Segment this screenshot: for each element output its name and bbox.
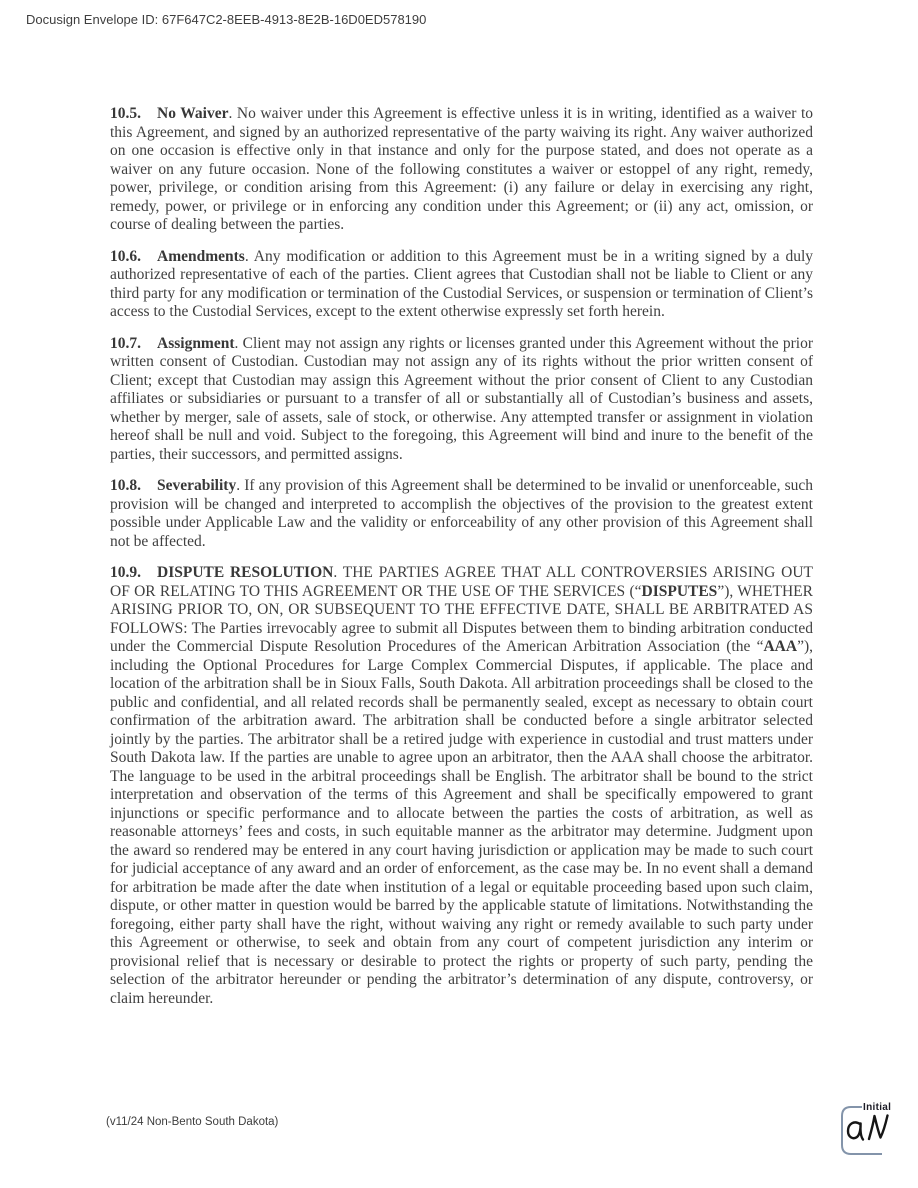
footer-version-note: (v11/24 Non-Bento South Dakota) — [106, 1116, 279, 1128]
section-heading: Assignment — [157, 334, 235, 352]
section-text: . THE PARTIES AGREE THAT ALL CONTROVERSIES ARISING OUT OF OR RELATING TO THIS AGREEMENT OR THE USE OF THE SERVICES (“ — [110, 564, 813, 600]
section-text: ”), WHETHER ARISING PRIOR TO, ON, OR SUBSEQUENT TO THE EFFECTIVE DATE, SHALL BE ARBITRATED AS FOLLOWS: The Parties irrevocably agree to submit all Disputes between them to binding arbitration conducted under the Commercial Dispute Resolution Procedures of the American Arbitration Association (the “ — [110, 582, 813, 655]
section-number: 10.6. — [110, 247, 141, 265]
handwritten-initials — [845, 1110, 889, 1150]
section-paragraph — [110, 477, 813, 551]
section-text: . Client may not assign any rights or licenses granted under this Agreement without the prior written consent of Custodian. Custodian may not assign any of its rights without the prior written consent of Client; except that Custodian may assign this Agreement without the prior consent of Client to any Custodian affiliates or subsidiaries or pursuant to a transfer of all or substantially all of Custodian’s business and assets, whether by merger, sale of assets, sale of stock, or otherwise. Any attempted transfer or assignment in violation hereof shall be null and void. Subject to the foregoing, this Agreement will bind and inure to the benefit of the parties, their successors, and permitted assigns. — [110, 334, 813, 463]
section-paragraph — [110, 248, 813, 322]
section-paragraph — [110, 564, 813, 1008]
section-number: 10.9. — [110, 564, 141, 581]
section-number: 10.8. — [110, 477, 141, 494]
section-paragraph — [110, 105, 813, 235]
section-heading: No Waiver — [157, 105, 229, 122]
section-text-bold: DISPUTES — [641, 582, 718, 600]
initial-tab[interactable] — [839, 1098, 918, 1160]
section-text: . Any modification or addition to this Agreement must be in a writing signed by a duly authorized representative of each of the parties. Client agrees that Custodian shall not be liable to Client or any third party for any modification or termination of the Custodial Services, or suspension or termination of Client’s access to the Custodial Services, except to the extent otherwise expressly set forth herein. — [110, 247, 813, 320]
section-text: . If any provision of this Agreement shall be determined to be invalid or unenforceable, such provision will be changed and interpreted to accomplish the objectives of the provision to the greatest extent possible under Applicable Law and the validity or enforceability of any other provision of this Agreement shall not be affected. — [110, 477, 813, 550]
section-number: 10.5. — [110, 105, 141, 122]
section-heading: Amendments — [157, 247, 245, 265]
section-paragraph — [110, 335, 813, 465]
section-heading: Severability — [157, 477, 237, 494]
docusign-envelope-id: Docusign Envelope ID: 67F647C2-8EEB-4913-8E2B-16D0ED578190 — [26, 12, 427, 27]
document-body — [110, 105, 813, 1021]
section-text: ”), including the Optional Procedures for Large Complex Commercial Disputes, if applicable. The place and location of the arbitration shall be in Sioux Falls, South Dakota. All arbitration proceedings shall be closed to the public and confidential, and all related records shall be permanently sealed, except as necessary to obtain court confirmation of the arbitration award. The arbitration shall be conducted before a single arbitrator selected jointly by the parties. The arbitrator shall be a retired judge with experience in custodial and trust matters under South Dakota law. If the parties are unable to agree upon an arbitrator, then the AAA shall choose the arbitrator. The language to be used in the arbitral proceedings shall be English. The arbitrator shall be bound to the strict interpretation and observation of the terms of this Agreement and shall be specifically empowered to grant injunctions or specific performance and to allocate between the parties the costs of arbitration, as well as reasonable attorneys’ fees and costs, in such equitable manner as the arbitrator may determine. Judgment upon the award so rendered may be entered in any court having jurisdiction or application may be made to such court for judicial acceptance of any award and an order of enforcement, as the case may be. In no event shall a demand for arbitration be made after the date when institution of a legal or equitable proceeding based upon such claim, dispute, or other matter in question would be barred by the applicable statute of limitations. Notwithstanding the foregoing, either party shall have the right, without waiving any right or remedy available to such party under this Agreement or otherwise, to seek and obtain from any court of competent jurisdiction any interim or provisional relief that is necessary or desirable to protect the rights or property of such party, pending the selection of the arbitrator hereunder or pending the arbitrator’s determination of any dispute, controversy, or claim hereunder. — [110, 638, 813, 1007]
initial-label: Initial — [863, 1102, 892, 1113]
section-heading: DISPUTE RESOLUTION — [157, 564, 334, 581]
section-text-bold: AAA — [763, 638, 798, 655]
section-text: . No waiver under this Agreement is effective unless it is in writing, identified as a waiver to this Agreement, and signed by an authorized representative of the party waiving its right. Any waiver authorized on one occasion is effective only in that instance and only for the purpose stated, and does not operate as a waiver on any future occasion. None of the following constitutes a waiver or estoppel of any right, remedy, power, privilege, or condition arising from this Agreement: (i) any failure or delay in exercising any right, remedy, power, or privilege or in enforcing any condition under this Agreement; or (ii) any act, omission, or course of dealing between the parties. — [110, 105, 813, 233]
section-number: 10.7. — [110, 334, 141, 352]
